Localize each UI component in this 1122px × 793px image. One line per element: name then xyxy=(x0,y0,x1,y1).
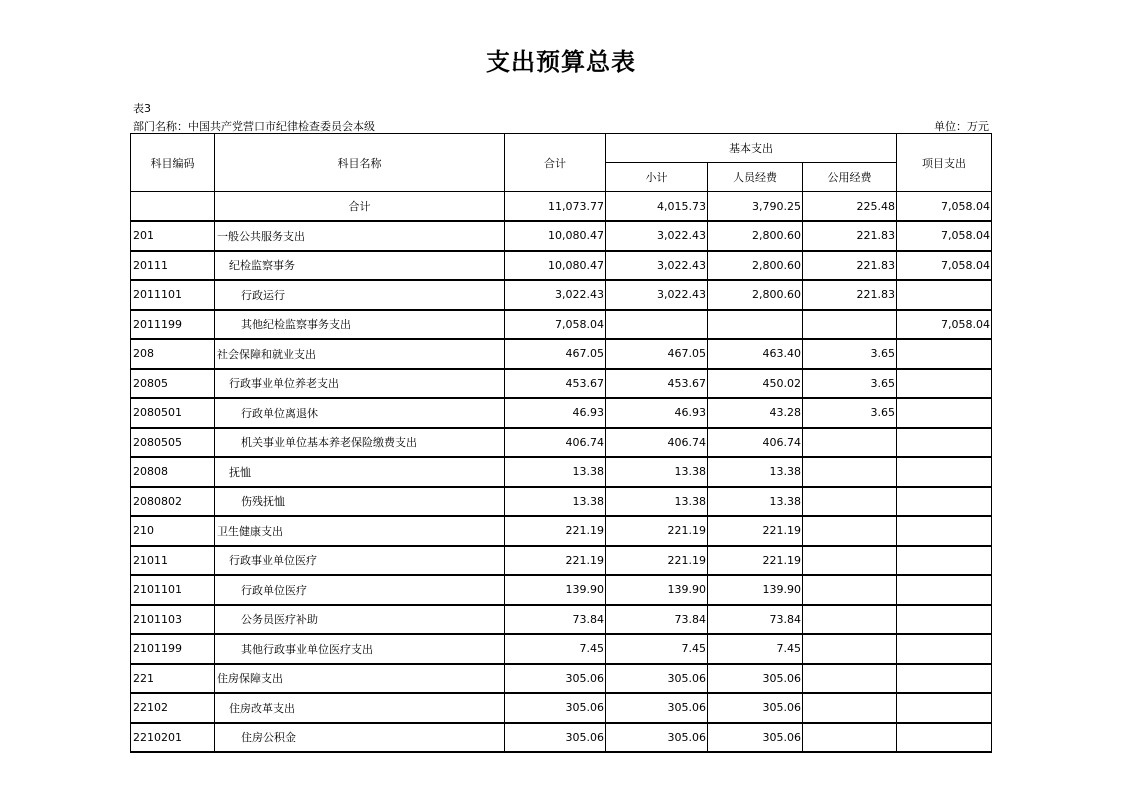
cell-project xyxy=(897,575,992,605)
table-row xyxy=(131,487,992,517)
cell-project xyxy=(897,487,992,517)
cell-project xyxy=(897,634,992,664)
cell-public: 3.65 xyxy=(803,398,897,428)
cell-subtotal: 7.45 xyxy=(606,634,708,664)
cell-personnel: 73.84 xyxy=(708,605,803,635)
table-row xyxy=(131,605,992,635)
cell-subtotal: 3,022.43 xyxy=(606,221,708,251)
cell-public xyxy=(803,634,897,664)
cell-subtotal: 3,022.43 xyxy=(606,251,708,281)
cell-personnel: 13.38 xyxy=(708,457,803,487)
cell-public: 221.83 xyxy=(803,221,897,251)
cell-personnel: 13.38 xyxy=(708,487,803,517)
department-name: 部门名称：中国共产党营口市纪律检查委员会本级 xyxy=(133,120,375,133)
cell-name: 一般公共服务支出 xyxy=(215,221,505,251)
cell-public: 225.48 xyxy=(803,192,897,222)
cell-project: 7,058.04 xyxy=(897,192,992,222)
cell-code: 221 xyxy=(131,664,215,694)
cell-total: 221.19 xyxy=(505,546,606,576)
cell-total: 305.06 xyxy=(505,723,606,753)
cell-project xyxy=(897,516,992,546)
cell-project xyxy=(897,546,992,576)
header-code: 科目编码 xyxy=(131,134,215,192)
cell-project xyxy=(897,280,992,310)
cell-name: 行政事业单位养老支出 xyxy=(215,369,505,399)
cell-personnel: 139.90 xyxy=(708,575,803,605)
header-personnel: 人员经费 xyxy=(708,163,803,192)
cell-code: 20111 xyxy=(131,251,215,281)
cell-public xyxy=(803,546,897,576)
table-row xyxy=(131,280,992,310)
cell-subtotal: 305.06 xyxy=(606,723,708,753)
cell-personnel: 305.06 xyxy=(708,693,803,723)
cell-project xyxy=(897,428,992,458)
table-row xyxy=(131,192,992,222)
cell-personnel: 3,790.25 xyxy=(708,192,803,222)
cell-project xyxy=(897,457,992,487)
cell-name: 行政单位离退休 xyxy=(215,398,505,428)
cell-total: 73.84 xyxy=(505,605,606,635)
cell-code: 20808 xyxy=(131,457,215,487)
cell-total: 7,058.04 xyxy=(505,310,606,340)
header-basic: 基本支出 xyxy=(606,134,897,163)
cell-name: 其他行政事业单位医疗支出 xyxy=(215,634,505,664)
cell-total: 46.93 xyxy=(505,398,606,428)
cell-personnel: 463.40 xyxy=(708,339,803,369)
table-row xyxy=(131,221,992,251)
table-row xyxy=(131,546,992,576)
cell-subtotal: 467.05 xyxy=(606,339,708,369)
cell-total: 467.05 xyxy=(505,339,606,369)
cell-personnel: 2,800.60 xyxy=(708,221,803,251)
cell-project xyxy=(897,605,992,635)
cell-personnel: 2,800.60 xyxy=(708,251,803,281)
cell-public xyxy=(803,575,897,605)
cell-public xyxy=(803,457,897,487)
cell-total: 406.74 xyxy=(505,428,606,458)
cell-total: 3,022.43 xyxy=(505,280,606,310)
cell-subtotal: 4,015.73 xyxy=(606,192,708,222)
cell-name: 行政事业单位医疗 xyxy=(215,546,505,576)
cell-name: 卫生健康支出 xyxy=(215,516,505,546)
cell-code: 22102 xyxy=(131,693,215,723)
header-name: 科目名称 xyxy=(215,134,505,192)
cell-project xyxy=(897,664,992,694)
cell-name: 机关事业单位基本养老保险缴费支出 xyxy=(215,428,505,458)
cell-subtotal: 221.19 xyxy=(606,516,708,546)
cell-total: 453.67 xyxy=(505,369,606,399)
cell-total: 305.06 xyxy=(505,693,606,723)
cell-code: 210 xyxy=(131,516,215,546)
cell-personnel: 450.02 xyxy=(708,369,803,399)
cell-personnel: 2,800.60 xyxy=(708,280,803,310)
cell-subtotal: 139.90 xyxy=(606,575,708,605)
cell-code: 2101199 xyxy=(131,634,215,664)
cell-total: 11,073.77 xyxy=(505,192,606,222)
table-row xyxy=(131,575,992,605)
table-row xyxy=(131,339,992,369)
cell-code: 20805 xyxy=(131,369,215,399)
cell-public xyxy=(803,605,897,635)
cell-name: 社会保障和就业支出 xyxy=(215,339,505,369)
header-public: 公用经费 xyxy=(803,163,897,192)
cell-subtotal: 406.74 xyxy=(606,428,708,458)
cell-subtotal: 305.06 xyxy=(606,693,708,723)
table-row xyxy=(131,369,992,399)
header-total: 合计 xyxy=(505,134,606,192)
table-row xyxy=(131,664,992,694)
cell-public: 3.65 xyxy=(803,339,897,369)
table-row xyxy=(131,723,992,753)
cell-name: 住房保障支出 xyxy=(215,664,505,694)
cell-code: 2080501 xyxy=(131,398,215,428)
cell-public xyxy=(803,310,897,340)
cell-project xyxy=(897,369,992,399)
cell-public: 221.83 xyxy=(803,251,897,281)
cell-name: 抚恤 xyxy=(215,457,505,487)
cell-total: 10,080.47 xyxy=(505,251,606,281)
cell-total: 13.38 xyxy=(505,457,606,487)
cell-subtotal: 13.38 xyxy=(606,457,708,487)
cell-subtotal xyxy=(606,310,708,340)
table-row xyxy=(131,693,992,723)
cell-total: 10,080.47 xyxy=(505,221,606,251)
cell-public xyxy=(803,516,897,546)
cell-personnel: 305.06 xyxy=(708,723,803,753)
cell-name: 合计 xyxy=(215,192,505,222)
cell-total: 305.06 xyxy=(505,664,606,694)
cell-project xyxy=(897,339,992,369)
table-row xyxy=(131,457,992,487)
cell-personnel: 43.28 xyxy=(708,398,803,428)
cell-total: 7.45 xyxy=(505,634,606,664)
budget-table xyxy=(130,133,992,753)
cell-project xyxy=(897,723,992,753)
cell-public xyxy=(803,428,897,458)
cell-project: 7,058.04 xyxy=(897,221,992,251)
cell-public xyxy=(803,693,897,723)
cell-subtotal: 305.06 xyxy=(606,664,708,694)
table-row xyxy=(131,398,992,428)
cell-project xyxy=(897,693,992,723)
cell-subtotal: 3,022.43 xyxy=(606,280,708,310)
header-subtotal: 小计 xyxy=(606,163,708,192)
cell-project: 7,058.04 xyxy=(897,310,992,340)
table-row xyxy=(131,310,992,340)
cell-subtotal: 13.38 xyxy=(606,487,708,517)
cell-total: 139.90 xyxy=(505,575,606,605)
table-row xyxy=(131,251,992,281)
cell-code: 21011 xyxy=(131,546,215,576)
cell-name: 伤残抚恤 xyxy=(215,487,505,517)
cell-total: 221.19 xyxy=(505,516,606,546)
cell-personnel xyxy=(708,310,803,340)
cell-name: 住房改革支出 xyxy=(215,693,505,723)
cell-code: 2011101 xyxy=(131,280,215,310)
cell-subtotal: 221.19 xyxy=(606,546,708,576)
cell-project: 7,058.04 xyxy=(897,251,992,281)
cell-personnel: 305.06 xyxy=(708,664,803,694)
cell-project xyxy=(897,398,992,428)
cell-name: 行政单位医疗 xyxy=(215,575,505,605)
cell-public: 221.83 xyxy=(803,280,897,310)
cell-personnel: 221.19 xyxy=(708,516,803,546)
cell-public xyxy=(803,723,897,753)
cell-public: 3.65 xyxy=(803,369,897,399)
cell-personnel: 221.19 xyxy=(708,546,803,576)
cell-subtotal: 453.67 xyxy=(606,369,708,399)
cell-code: 201 xyxy=(131,221,215,251)
cell-name: 行政运行 xyxy=(215,280,505,310)
cell-code xyxy=(131,192,215,222)
cell-public xyxy=(803,664,897,694)
table-number: 表3 xyxy=(133,102,151,115)
cell-personnel: 7.45 xyxy=(708,634,803,664)
page-title: 支出预算总表 xyxy=(486,48,636,76)
cell-code: 2080505 xyxy=(131,428,215,458)
cell-code: 2101103 xyxy=(131,605,215,635)
cell-name: 公务员医疗补助 xyxy=(215,605,505,635)
cell-name: 其他纪检监察事务支出 xyxy=(215,310,505,340)
table-row xyxy=(131,428,992,458)
cell-name: 纪检监察事务 xyxy=(215,251,505,281)
table-row xyxy=(131,634,992,664)
cell-name: 住房公积金 xyxy=(215,723,505,753)
cell-total: 13.38 xyxy=(505,487,606,517)
cell-subtotal: 46.93 xyxy=(606,398,708,428)
cell-code: 2101101 xyxy=(131,575,215,605)
unit-label: 单位：万元 xyxy=(934,120,989,133)
cell-subtotal: 73.84 xyxy=(606,605,708,635)
cell-personnel: 406.74 xyxy=(708,428,803,458)
header-project: 项目支出 xyxy=(897,134,992,192)
cell-public xyxy=(803,487,897,517)
table-row xyxy=(131,516,992,546)
cell-code: 208 xyxy=(131,339,215,369)
cell-code: 2080802 xyxy=(131,487,215,517)
cell-code: 2210201 xyxy=(131,723,215,753)
cell-code: 2011199 xyxy=(131,310,215,340)
